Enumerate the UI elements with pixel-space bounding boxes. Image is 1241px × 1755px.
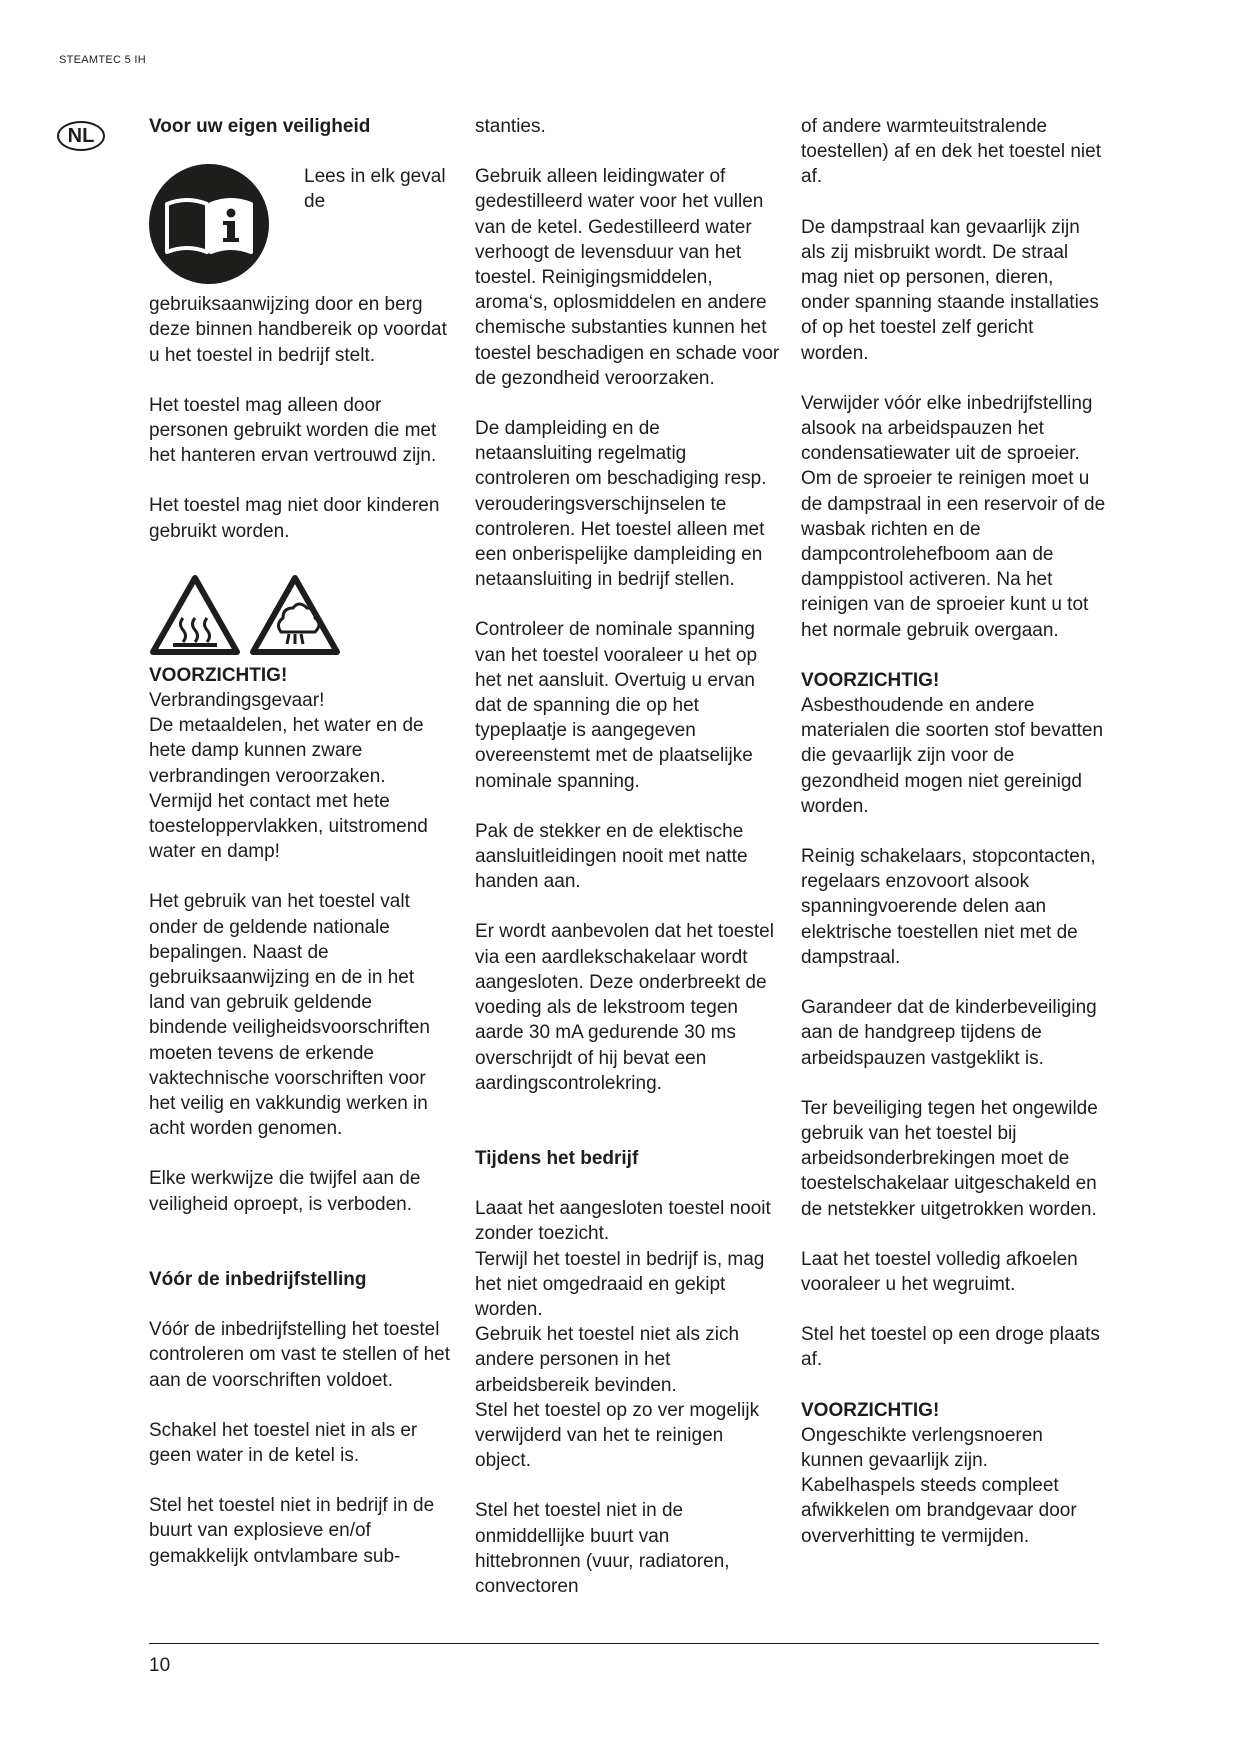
- paragraph: of andere warmteuitstralende toestellen) af en dek het toestel niet af.: [801, 116, 1101, 188]
- footer-divider: [149, 1643, 1099, 1644]
- paragraph: De dampleiding en de netaansluiting regelmatig controleren om beschadiging resp. verouderingsverschijnselen te controleren. Het toestel alleen met een onberispelijke dampleiding en netaansluiting in bedrijf stellen.: [475, 418, 767, 591]
- language-badge: NL: [57, 121, 105, 151]
- paragraph: Laat het toestel volledig afkoelen vooraleer u het wegruimt.: [801, 1248, 1078, 1295]
- column-3: [801, 114, 1106, 1574]
- paragraph: Controleer de nominale spanning van het toestel vooraleer u het op het net aansluit. Overtuig u ervan dat de spanning die op het typeplaatje is aangegeven overeenstemt met de plaatselijke nominale spanning.: [475, 619, 758, 792]
- read-manual-icon: [149, 164, 269, 284]
- page-number: 10: [149, 1655, 171, 1676]
- warning-text: Verbrandingsgevaar! De metaaldelen, het water en de hete damp kunnen zware verbrandingen veroorzaken. Vermijd het contact met hete toesteloppervlakken, uitstromend water en damp!: [149, 690, 428, 863]
- paragraph: Stel het toestel niet in de onmiddellijke buurt van hittebronnen (vuur, radiatoren, convectoren: [475, 1500, 730, 1597]
- paragraph: Er wordt aanbevolen dat het toestel via een aardlekschakelaar wordt aangesloten. Deze onderbreekt de voeding als de lekstroom tegen aarde 30 mA gedurende 30 ms overschrijdt of hij bevat een aardingscontrolekring.: [475, 921, 774, 1094]
- warning-label: VOORZICHTIG!: [149, 664, 288, 686]
- warning-text: Ongeschikte verlengsnoeren kunnen gevaarlijk zijn. Kabelhaspels steeds compleet afwikkelen om brandgevaar door oververhitting te vermijden.: [801, 1424, 1077, 1547]
- paragraph: stanties.: [475, 116, 546, 137]
- column-1: [149, 114, 454, 1594]
- header-product: STEAMTEC 5 IH: [59, 54, 147, 66]
- warning-label: VOORZICHTIG!: [801, 1399, 940, 1421]
- paragraph: Stel het toestel op een droge plaats af.: [801, 1324, 1100, 1371]
- warning-icons: [149, 574, 454, 656]
- info-text: Lees in elk geval de gebruiksaanwijzing door en berg deze binnen handbereik op voordat u het toestel in bedrijf stelt.: [149, 166, 447, 366]
- warning-text: Asbesthoudende en andere materialen die soorten stof bevatten die gevaarlijk zijn voor de gezondheid mogen niet gereinigd worden.: [801, 695, 1104, 817]
- paragraph: Gebruik alleen leidingwater of gedestilleerd water voor het vullen van de ketel. Gedestilleerd water verhoogt de levensduur van het toestel. Reinigingsmiddelen, aroma‘s, oplosmiddelen en andere chemische substanties kunnen het toestel beschadigen en schade voor de gezondheid veroorzaken.: [475, 166, 780, 389]
- section-heading-during-operation: Tijdens het bedrijf: [475, 1147, 639, 1169]
- column-2: [475, 114, 780, 1624]
- info-block: [149, 164, 454, 393]
- paragraph: Het toestel mag alleen door personen gebruikt worden die met het hanteren ervan vertrouwd zijn.: [149, 394, 437, 467]
- paragraph: Pak de stekker en de elektische aansluitleidingen nooit met natte handen aan.: [475, 820, 748, 893]
- paragraph: Vóór de inbedrijfstelling het toestel controleren om vast te stellen of het aan de voorschriften voldoet.: [149, 1319, 450, 1391]
- warning-label: VOORZICHTIG!: [801, 669, 940, 691]
- hot-steam-warning-icon: [249, 574, 341, 656]
- paragraph: Reinig schakelaars, stopcontacten, regelaars enzovoort alsook spanningvoerende delen aan elektrische toestellen niet met de dampstraal.: [801, 846, 1096, 968]
- paragraph: Stel het toestel niet in bedrijf in de buurt van explosieve en/of gemakkelijk ontvlambare sub-: [149, 1495, 435, 1567]
- section-heading-before-use: Vóór de inbedrijfstelling: [149, 1268, 367, 1290]
- paragraph: Het toestel mag niet door kinderen gebruikt worden.: [149, 495, 440, 542]
- paragraph: De dampstraal kan gevaarlijk zijn als zij misbruikt wordt. De straal mag niet op personen, dieren, onder spanning staande installaties of op het toestel zelf gericht worden.: [801, 216, 1099, 364]
- paragraph: Verwijder vóór elke inbedrijfstelling alsook na arbeidspauzen het condensatiewater uit de sproeier. Om de sproeier te reinigen moet u de dampstraal in een reservoir of de wasbak richten en de dampcontrolehefboom aan de damppistool activeren. Na het reinigen van de sproeier kunt u tot het normale gebruik overgaan.: [801, 392, 1106, 641]
- section-heading-safety: Voor uw eigen veiligheid: [149, 116, 371, 137]
- paragraph: Elke werkwijze die twijfel aan de veiligheid oproept, is verboden.: [149, 1168, 421, 1215]
- paragraph: Ter beveiliging tegen het ongewilde gebruik van het toestel bij arbeidsonderbrekingen moet de toestelschakelaar uitgeschakeld en de netstekker uitgetrokken worden.: [801, 1097, 1098, 1220]
- paragraph: Schakel het toestel niet in als er geen water in de ketel is.: [149, 1419, 418, 1466]
- hot-surface-warning-icon: [149, 574, 241, 656]
- paragraph: Laaat het aangesloten toestel nooit zonder toezicht. Terwijl het toestel in bedrijf is, mag het niet omgedraaid en gekipt worden. Gebruik het toestel niet als zich andere personen in het arbeidsbereik bevinden. Stel het toestel op zo ver mogelijk verwijderd van het te reinigen object.: [475, 1198, 771, 1472]
- paragraph: Het gebruik van het toestel valt onder de geldende nationale bepalingen. Naast de gebruiksaanwijzing en de in het land van gebruik geldende bindende veiligheidsvoorschriften moeten tevens de erkende vaktechnische voorschriften voor het veilig en vakkundig werken in acht worden genomen.: [149, 891, 430, 1140]
- paragraph: Garandeer dat de kinderbeveiliging aan de handgreep tijdens de arbeidspauzen vastgeklikt is.: [801, 997, 1097, 1069]
